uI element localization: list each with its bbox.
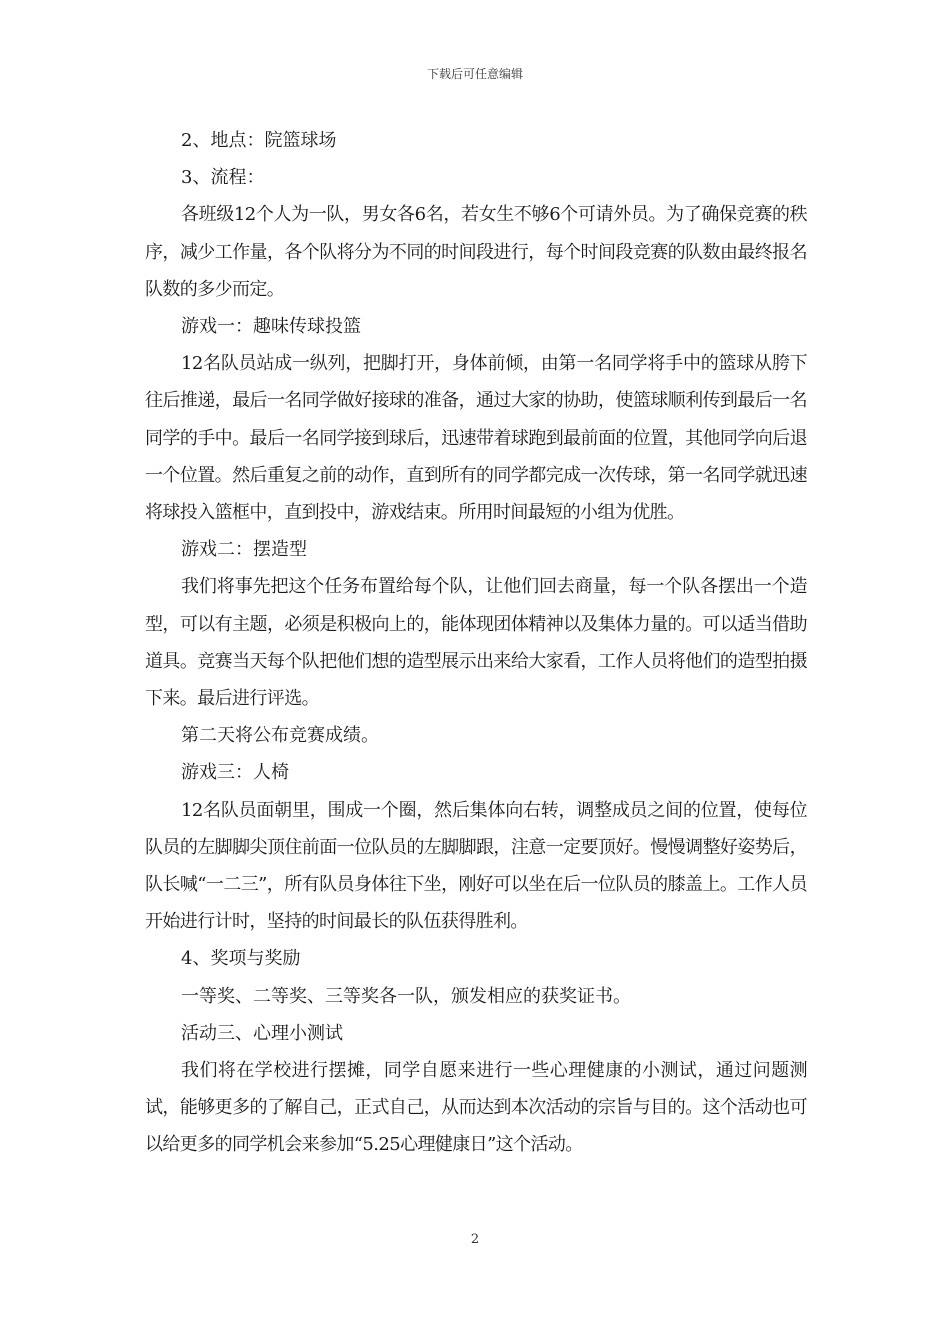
paragraph-game-three-body: 12名队员面朝里，围成一个圈，然后集体向右转，调整成员之间的位置，使每位队员的左脚脚尖顶住前面一位队员的左脚脚跟，注意一定要顶好。慢慢调整好姿势后，队长喊“一二三”，所有队员身体往下坐，刚好可以坐在后一位队员的膝盖上。工作人员开始进行计时，坚持的时间最长的队伍获得胜利。 <box>145 799 807 933</box>
page-header: 下载后可任意编辑 <box>426 67 523 81</box>
document-body <box>145 122 807 1164</box>
paragraph-activity-three-title: 活动三、心理小测试 <box>181 1022 343 1044</box>
paragraph-team-rules: 各班级12个人为一队，男女各6名，若女生不够6个可请外员。为了确保竞赛的秩序，减少工作量，各个队将分为不同的时间段进行，每个时间段竞赛的队数由最终报名队数的多少而定。 <box>145 204 807 300</box>
paragraph-awards-heading: 4、奖项与奖励 <box>181 948 301 970</box>
paragraph-activity-three-body: 我们将在学校进行摆摊，同学自愿来进行一些心理健康的小测试，通过问题测试，能够更多的了解自己，正式自己，从而达到本次活动的宗旨与目的。这个活动也可以给更多的同学机会来参加“5.25心理健康日”这个活动。 <box>145 1060 807 1156</box>
paragraph-game-one-title: 游戏一：趣味传球投篮 <box>181 316 361 338</box>
paragraph-process-heading: 3、流程： <box>181 167 265 189</box>
paragraph-awards-body: 一等奖、二等奖、三等奖各一队，颁发相应的获奖证书。 <box>181 985 631 1007</box>
paragraph-game-two-title: 游戏二：摆造型 <box>181 539 307 561</box>
paragraph-results-announcement: 第二天将公布竞赛成绩。 <box>181 725 379 747</box>
paragraph-game-one-body: 12名队员站成一纵列，把脚打开，身体前倾，由第一名同学将手中的篮球从胯下往后推递，最后一名同学做好接球的准备，通过大家的协助，使篮球顺利传到最后一名同学的手中。最后一名同学接到球后，迅速带着球跑到最前面的位置，其他同学向后退一个位置。然后重复之前的动作，直到所有的同学都完成一次传球，第一名同学就迅速将球投入篮框中，直到投中，游戏结束。所用时间最短的小组为优胜。 <box>145 353 807 524</box>
paragraph-game-three-title: 游戏三：人椅 <box>181 762 289 784</box>
page-number: 2 <box>470 1232 480 1247</box>
paragraph-game-two-body: 我们将事先把这个任务布置给每个队，让他们回去商量，每一个队各摆出一个造型，可以有主题，必须是积极向上的，能体现团体精神以及集体力量的。可以适当借助道具。竞赛当天每个队把他们想的造型展示出来给大家看，工作人员将他们的造型拍摄下来。最后进行评选。 <box>145 576 807 710</box>
paragraph-location: 2、地点：院篮球场 <box>181 130 337 151</box>
